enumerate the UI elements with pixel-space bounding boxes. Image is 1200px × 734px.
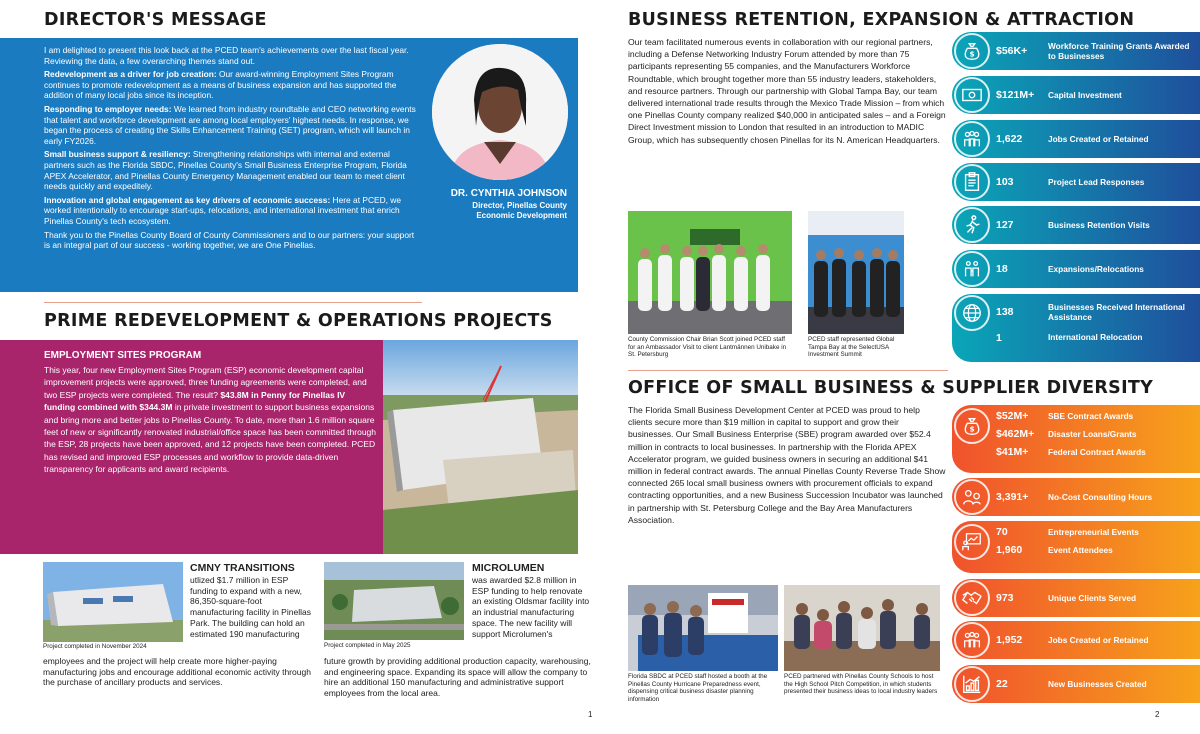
director-item: Redevelopment as a driver for job creation: Our award-winning Employment Sites Program continues to promote redevelopment as a means of business expansion and has supported the addition of many local jobs since its inception. <box>44 69 397 101</box>
stat-value: $56K+ <box>996 45 1028 57</box>
esp-text <box>44 350 376 476</box>
stat-value: $52M+ <box>996 410 1029 422</box>
stat-label: New Businesses Created <box>1048 679 1147 689</box>
money-bag-icon <box>954 33 990 69</box>
divider <box>628 370 948 371</box>
stat-label: Expansions/Relocations <box>1048 264 1144 274</box>
ambassador-visit-caption: County Commission Chair Brian Scott joined PCED staff for an Ambassador Visit to client Lantmännen Unibake in St. Petersburg <box>628 336 787 359</box>
cash-icon <box>954 77 990 113</box>
stat-label: SBE Contract Awards <box>1048 411 1134 421</box>
selectusa-summit-photo <box>808 211 904 334</box>
stat-value: 138 <box>996 306 1014 318</box>
director-intro: I am delighted to present this look back at the PCED team's achievements over the last fiscal year. Reviewing the data, a few overarching themes stand out. <box>44 45 409 66</box>
stat-value: 70 <box>996 526 1008 538</box>
director-item: Innovation and global engagement as key drivers of economic success: Here at PCED, we worked intentionally to encourage start-ups, relocations, and international investment that enrich Pinellas County's tech ecosystem. <box>44 194 401 226</box>
growth-chart-icon <box>954 666 990 702</box>
osb-stat-card <box>952 665 1200 703</box>
esp-paragraph: This year, four new Employment Sites Program (ESP) economic development capital improvement projects were approved, three funding agreements were completed, and two ESP projects were completed. The result? $43.8M in Penny for Pinellas IV funding combined with $344.3M in private investment to support business expansions and bring more and better jobs to Pinellas County. To date, more than 1.6 million square feet of new or significantly renovated industrial/office space has been committed through the ESP, 28 projects have been approved, and 12 projects have been completed. PCED has revised and improved ESP processes and workflow to provide data-driven transparency for applicants and award recipients. <box>44 365 377 475</box>
microlumen-aerial-photo <box>324 562 464 640</box>
selectusa-caption: PCED staff represented Global Tampa Bay at the SelectUSA Investment Summit <box>808 336 895 359</box>
stat-label: Federal Contract Awards <box>1048 447 1146 457</box>
industrial-site-aerial-photo <box>383 340 578 554</box>
cmny-text-continued: employees and the project will help create more higher-paying manufacturing jobs and encourage additional economic activity through the purchase of ancillary products and services. <box>43 656 311 688</box>
svg-text:$: $ <box>969 49 975 59</box>
stat-label: Workforce Training Grants Awarded to Businesses <box>1048 41 1190 61</box>
stat-value: 1,952 <box>996 634 1023 646</box>
director-item: Responding to employer needs: We learned from industry roundtable and CEO networking events that talent and workforce development are among local employers' highest needs. In response, we began the process of creating the Skills Enhancement Training (SET) program, which will launch in early FY2026. <box>44 103 416 146</box>
globe-icon <box>954 295 990 331</box>
stat-value: $462M+ <box>996 428 1035 440</box>
director-role: Economic Development <box>476 211 567 220</box>
director-message-heading: DIRECTOR'S MESSAGE <box>44 10 267 30</box>
bre-stat-card <box>952 206 1200 244</box>
director-name: DR. CYNTHIA JOHNSON <box>450 188 567 199</box>
prime-projects-heading: PRIME REDEVELOPMENT & OPERATIONS PROJECTS <box>44 311 553 331</box>
clipboard-icon <box>954 164 990 200</box>
microlumen-text: was awarded $2.8 million in ESP funding to help renovate an existing Oldsmar facility into an industrial manufacturing space. The new facility will support Microlumen's <box>472 575 590 639</box>
presentation-icon <box>954 524 990 560</box>
microlumen-text-continued: future growth by providing additional production capacity, warehousing, and engineering space. Expanding its space will allow the company to hire an additional 150 manufacturing and administrative support employees from the local area. <box>324 656 591 699</box>
director-thanks: Thank you to the Pinellas County Board of County Commissioners and to our partners: your support is an integral part of our success - working together, we are One Pinellas. <box>44 229 415 251</box>
stat-label: Capital Investment <box>1048 90 1122 100</box>
osb-stat-card <box>952 521 1200 573</box>
stat-value: 3,391+ <box>996 491 1029 503</box>
stat-value: 103 <box>996 176 1014 188</box>
stat-value: 1,622 <box>996 133 1023 145</box>
bre-stat-card <box>952 76 1200 114</box>
svg-text:$: $ <box>969 424 975 434</box>
stat-value: 1 <box>996 332 1002 344</box>
osb-text: The Florida Small Business Development Center at PCED was proud to help clients secure more than $19 million in capital to support and grow their businesses. Our Small Business Enterprise (SBE) program awarded over $52.4 million in contracts to local businesses. In partnership with the Florida APEX Accelerator program, we guided business owners in securing an additional $41 million in federal contract awards. The annual Pinellas County Reverse Trade Show connected 265 local small business owners with procurement officials to expand contracting opportunities, and a new Business Succession Incubator was launched in partnership with St. Petersburg College and the Bay Area Manufacturers Association. <box>628 405 946 525</box>
page-number: 1 <box>588 710 593 719</box>
osb-stat-card <box>952 579 1200 617</box>
stat-value: 22 <box>996 678 1008 690</box>
hurricane-prep-caption: Florida SBDC at PCED staff hosted a booth at the Pinellas County Hurricane Preparedness event, dispensing critical business disaster planning information <box>628 673 768 703</box>
bre-stat-card <box>952 32 1200 70</box>
stat-value: $41M+ <box>996 446 1029 458</box>
stat-label: Event Attendees <box>1048 545 1113 555</box>
bre-stat-card <box>952 163 1200 201</box>
osb-heading: OFFICE OF SMALL BUSINESS & SUPPLIER DIVERSITY <box>628 378 1154 398</box>
cmny-building-photo <box>43 562 183 642</box>
director-message-text <box>44 45 416 251</box>
microlumen-block <box>472 562 590 639</box>
microlumen-title: MICROLUMEN <box>472 562 545 574</box>
ambassador-visit-photo <box>628 211 792 334</box>
bre-stat-card <box>952 294 1200 362</box>
runner-icon <box>954 207 990 243</box>
esp-title: EMPLOYMENT SITES PROGRAM <box>44 350 202 361</box>
stat-label: Business Retention Visits <box>1048 220 1150 230</box>
osb-stat-card <box>952 621 1200 659</box>
stat-value: 973 <box>996 592 1014 604</box>
cmny-title: CMNY TRANSITIONS <box>190 562 295 574</box>
stat-label: Unique Clients Served <box>1048 593 1137 603</box>
page-number: 2 <box>1155 710 1160 719</box>
cmny-caption: Project completed in November 2024 <box>43 643 147 650</box>
director-role: Director, Pinellas County <box>472 201 567 210</box>
stat-value: 1,960 <box>996 544 1023 556</box>
stat-label: Jobs Created or Retained <box>1048 134 1149 144</box>
bre-text: Our team facilitated numerous events in collaboration with our regional partners, including a Defense Networking Industry Forum attended by more than 75 participants representing 55 companies, and the Manufacturers Workforce Roundtable, which brought together more than 55 industry leaders, stakeholders, and resource partners. Through our partnership with Global Tampa Bay, our team delivered international trade results through the Mexico Trade Mission – from which one Pinellas County company realized $40,000 in anticipated sales – and a Foreign Direct Investment mission to London that resulted in an introduction to MADIC Group, which has subsequently chosen Pinellas for its N. American Headquarters. <box>628 37 946 145</box>
director-item: Small business support & resiliency: Strengthening relationships with internal and external partners such as the Florida SBDC, Pinellas County's Small Business Enterprise Program, Florida APEX Accelerator, and Pinellas County Emergency Management enabled our team to meet client needs quickly and expeditely. <box>44 149 407 192</box>
director-signature <box>420 188 567 221</box>
osb-stat-card <box>952 478 1200 516</box>
building-people-icon <box>954 251 990 287</box>
microlumen-caption: Project completed in May 2025 <box>324 642 411 649</box>
stat-value: $121M+ <box>996 89 1035 101</box>
pitch-competition-caption: PCED partnered with Pinellas County Schools to host the High School Pitch Competition, in which students presented their business ideas to local industry leaders <box>784 673 938 696</box>
cmny-text: utlized $1.7 million in ESP funding to expand with a new, 86,350-square-foot manufacturing facility in Pinellas Park. The building can hold an estimated 190 manufacturing <box>190 575 311 639</box>
consult-icon <box>954 479 990 515</box>
stat-label: Project Lead Responses <box>1048 177 1145 187</box>
stat-label: Businesses Received International Assistance <box>1048 302 1185 322</box>
stat-value: 127 <box>996 219 1014 231</box>
hurricane-prep-booth-photo <box>628 585 778 671</box>
cmny-block <box>190 562 318 639</box>
money-bag-icon <box>954 408 990 444</box>
stat-label: Entrepreneurial Events <box>1048 527 1139 537</box>
director-portrait <box>432 44 568 180</box>
people-icon <box>954 121 990 157</box>
pitch-competition-photo <box>784 585 940 671</box>
stat-label: Jobs Created or Retained <box>1048 635 1149 645</box>
divider <box>44 302 422 303</box>
bre-stat-card <box>952 120 1200 158</box>
osb-stat-card <box>952 405 1200 473</box>
handshake-icon <box>954 580 990 616</box>
stat-label: International Relocation <box>1048 332 1143 342</box>
stat-value: 18 <box>996 263 1008 275</box>
bre-stat-card <box>952 250 1200 288</box>
bre-heading: BUSINESS RETENTION, EXPANSION & ATTRACTION <box>628 10 1135 30</box>
stat-label: Disaster Loans/Grants <box>1048 429 1137 439</box>
people-icon <box>954 622 990 658</box>
stat-label: No-Cost Consulting Hours <box>1048 492 1153 502</box>
